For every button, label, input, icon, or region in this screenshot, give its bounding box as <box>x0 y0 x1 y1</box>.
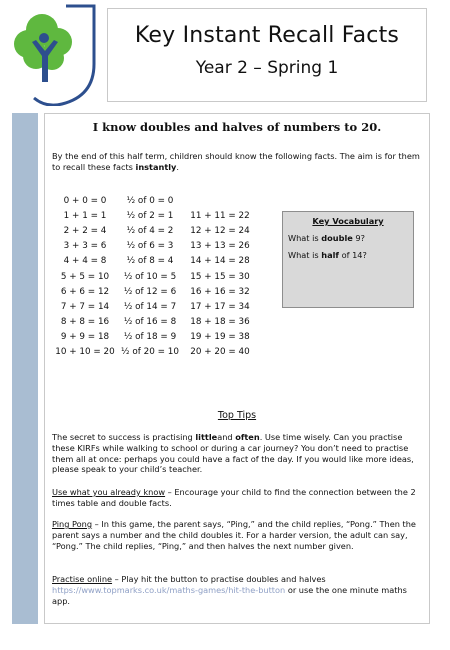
double-fact: 5 + 5 = 10 <box>60 271 110 282</box>
fact-row <box>55 345 255 360</box>
double-fact: 10 + 10 = 20 <box>55 347 115 358</box>
half-fact: ½ of 18 = 9 <box>123 332 177 343</box>
tip1-bold-little: little <box>195 432 218 442</box>
double-fact: 1 + 1 = 1 <box>63 210 107 221</box>
tip4-label: Practise online <box>52 574 113 584</box>
tip1-text-a: The secret to success is practising <box>52 432 196 442</box>
half-fact: ½ of 6 = 3 <box>126 241 174 252</box>
vocab-title: Key Vocabulary <box>312 216 384 226</box>
double-fact: 9 + 9 = 18 <box>60 332 110 343</box>
teen-double-fact: 14 + 14 = 28 <box>190 256 250 267</box>
vocab-q2-post: of 14? <box>339 250 367 260</box>
teen-double-fact: 16 + 16 = 32 <box>190 286 250 297</box>
teen-double-fact: 20 + 20 = 40 <box>190 347 250 358</box>
tip-paragraph-4 <box>52 574 427 606</box>
hit-the-button-link[interactable]: https://www.topmarks.co.uk/maths-games/hit-the-button <box>52 584 286 595</box>
tips-title: Top Tips <box>217 410 257 421</box>
intro-end: . <box>176 162 179 172</box>
teen-double-fact: 12 + 12 = 24 <box>190 225 250 236</box>
teen-double-fact: 19 + 19 = 38 <box>190 332 250 343</box>
tip-paragraph-2 <box>52 487 427 509</box>
intro-part1: By the end of this half term, children should know the following facts. The aim is for them to recall these facts <box>52 151 420 172</box>
teen-double-fact: 11 + 11 = 22 <box>190 210 250 221</box>
page-title: Key Instant Recall Facts <box>134 23 400 48</box>
half-fact: ½ of 14 = 7 <box>123 301 177 312</box>
tip4-text: – Play hit the button to practise doubles and halves <box>112 574 326 584</box>
intro-bold: instantly <box>135 162 177 172</box>
tip-paragraph-3 <box>52 519 427 551</box>
vocab-question-2 <box>288 250 408 260</box>
double-fact: 0 + 0 = 0 <box>63 195 107 206</box>
tip4-end: or use the one minute maths app. <box>52 584 407 606</box>
vocab-question-1 <box>288 233 408 243</box>
teen-double-fact: 18 + 18 = 36 <box>190 317 250 328</box>
school-logo <box>6 4 98 106</box>
fact-row <box>55 239 255 254</box>
half-fact: ½ of 2 = 1 <box>126 210 174 221</box>
teen-double-fact <box>185 193 255 208</box>
half-fact: ½ of 10 = 5 <box>123 271 177 282</box>
page-subtitle: Year 2 – Spring 1 <box>195 58 339 78</box>
teen-double-fact: 13 + 13 = 26 <box>190 241 250 252</box>
teen-double-fact: 17 + 17 = 34 <box>190 301 250 312</box>
fact-row <box>55 223 255 238</box>
double-fact: 4 + 4 = 8 <box>63 256 107 267</box>
tip1-bold-often: often <box>235 432 260 442</box>
half-fact: ½ of 4 = 2 <box>126 225 174 236</box>
half-fact: ½ of 16 = 8 <box>123 317 177 328</box>
facts-table <box>55 193 255 360</box>
double-fact: 8 + 8 = 16 <box>60 317 110 328</box>
double-fact: 6 + 6 = 12 <box>60 286 110 297</box>
fact-row <box>55 208 255 223</box>
teen-double-fact: 15 + 15 = 30 <box>190 271 250 282</box>
tip2-label: Use what you already know <box>52 487 166 497</box>
section-heading: I know doubles and halves of numbers to 20. <box>92 120 382 134</box>
intro-text <box>52 151 424 173</box>
tip1-text-b: and <box>217 432 236 442</box>
vocab-box <box>282 211 414 308</box>
fact-row <box>55 284 255 299</box>
tip1-text-c: . Use time wisely. Can you practise these KIRFs while walking to school or during a car journey? You don’t need to practise them all at once: perhaps you could have a fact of the day. If you would like more ideas, please speak to your child’s teacher. <box>52 432 414 475</box>
fact-row <box>55 193 255 208</box>
half-fact: ½ of 20 = 10 <box>121 347 179 358</box>
tip-paragraph-1 <box>52 432 427 475</box>
tip3-text: – In this game, the parent says, “Ping,” and the child replies, “Pong.” Then the parent says a number and the child doubles it. For a harder version, the adult can say, “Pong.” The child replies, “Ping,” and then halves the next number given. <box>52 519 416 551</box>
vocab-q1-bold: double <box>321 233 353 243</box>
double-fact: 7 + 7 = 14 <box>60 301 110 312</box>
double-fact: 3 + 3 = 6 <box>63 241 107 252</box>
vocab-q2-pre: What is <box>288 250 322 260</box>
vocab-q1-pre: What is <box>288 233 322 243</box>
fact-row <box>55 330 255 345</box>
vocab-q1-post: 9? <box>352 233 365 243</box>
half-fact: ½ of 0 = 0 <box>126 195 174 206</box>
fact-row <box>55 269 255 284</box>
fact-row <box>55 299 255 314</box>
fact-row <box>55 254 255 269</box>
half-fact: ½ of 8 = 4 <box>126 256 174 267</box>
half-fact: ½ of 12 = 6 <box>123 286 177 297</box>
title-box <box>107 8 427 102</box>
side-bar <box>12 113 38 624</box>
tip3-label: Ping Pong <box>52 519 93 529</box>
fact-row <box>55 315 255 330</box>
tip2-text: – Encourage your child to find the connection between the 2 times table and double facts. <box>52 487 416 508</box>
double-fact: 2 + 2 = 4 <box>63 225 107 236</box>
content-panel <box>44 113 430 624</box>
vocab-q2-bold: half <box>321 250 339 260</box>
